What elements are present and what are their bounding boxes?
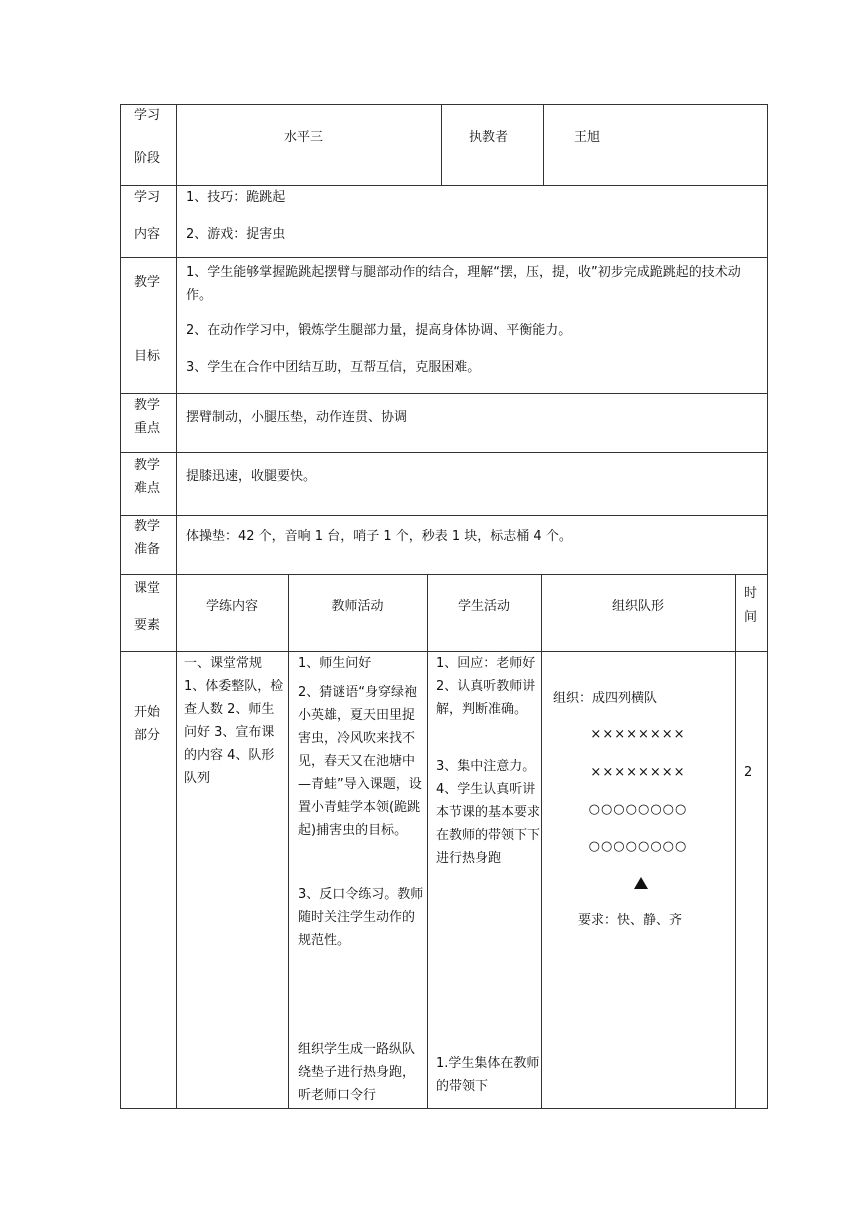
objectives-label: 目标 (134, 349, 161, 364)
section-label: 开始 (134, 705, 161, 720)
preparation-label: 准备 (134, 542, 161, 557)
row-divider (120, 393, 768, 394)
student-activity: 3、集中注意力。4、学生认真听讲本节课的基本要求在教师的带领下下进行热身跑 (436, 759, 541, 866)
teacher-label: 执教者 (469, 130, 509, 145)
formation-row: ×××××××× (590, 727, 686, 742)
stage-label: 阶段 (134, 151, 161, 166)
preparation-label: 教学 (134, 519, 161, 534)
column-divider (735, 574, 736, 1109)
formation-row: ○○○○○○○○ (588, 802, 688, 817)
key-points-label: 教学 (134, 398, 161, 413)
objective-item: 1、学生能够掌握跪跳起摆臂与腿部动作的结合，理解“摆，压，提，收”初步完成跪跳起的技术动作。 (186, 265, 741, 303)
column-header-practice: 学练内容 (205, 599, 258, 614)
difficulty-label: 难点 (134, 481, 161, 496)
formation-row: ×××××××× (590, 765, 686, 780)
column-header-student: 学生活动 (457, 599, 510, 614)
content-item: 2、游戏：捉害虫 (186, 227, 286, 242)
content-label: 学习 (134, 190, 161, 205)
formation-title: 组织：成四列横队 (553, 691, 658, 706)
key-points-label: 重点 (134, 421, 161, 436)
teacher-position-triangle-icon (634, 877, 648, 889)
column-header-element: 课堂 (134, 581, 161, 596)
row-divider (120, 257, 768, 258)
column-header-teacher: 教师活动 (331, 599, 384, 614)
difficulty-value: 提膝迅速，收腿要快。 (186, 469, 317, 484)
teacher-name: 王旭 (574, 130, 601, 145)
column-header-formation: 组织队形 (611, 599, 664, 614)
column-header-time: 时 (744, 586, 758, 601)
stage-value: 水平三 (284, 130, 324, 145)
content-label: 内容 (134, 227, 161, 242)
section-label: 部分 (134, 728, 161, 743)
stage-label: 学习 (134, 108, 161, 123)
column-divider (441, 104, 442, 185)
student-activity: 1.学生集体在教师的带领下 (436, 1056, 540, 1094)
student-activity: 1、回应：老师好 2、认真听教师讲解，判断准确。 (436, 656, 536, 717)
teacher-activity: 组织学生成一路纵队绕垫子进行热身跑，听老师口令行 (298, 1042, 416, 1103)
row-divider (120, 574, 768, 575)
row-divider (120, 452, 768, 453)
formation-row: ○○○○○○○○ (588, 839, 688, 854)
teacher-activity: 3、反口令练习。教师随时关注学生动作的规范性。 (298, 887, 424, 948)
column-divider (288, 574, 289, 1109)
column-divider (543, 104, 544, 185)
column-divider (427, 574, 428, 1109)
preparation-value: 体操垫：42 个，音响 1 台，哨子 1 个，秒表 1 块，标志桶 4 个。 (186, 529, 572, 544)
column-header-element: 要素 (134, 618, 161, 633)
teacher-activity: 1、师生问好 (298, 656, 372, 671)
row-divider (120, 185, 768, 186)
formation-requirement: 要求：快、静、齐 (578, 913, 683, 928)
column-header-time: 间 (744, 610, 758, 625)
difficulty-label: 教学 (134, 458, 161, 473)
time-value: 2 (744, 765, 753, 780)
objectives-label: 教学 (134, 275, 161, 290)
objective-item: 3、学生在合作中团结互助，互帮互信，克服困难。 (186, 360, 481, 375)
practice-content: 一、课堂常规 1、体委整队，检查人数 2、师生问好 3、宣布课的内容 4、队形队列 (184, 656, 284, 786)
row-divider (120, 515, 768, 516)
key-points-value: 摆臂制动，小腿压垫，动作连贯、协调 (186, 410, 408, 425)
content-item: 1、技巧：跪跳起 (186, 190, 286, 205)
teacher-activity: 2、猜谜语“身穿绿袍小英雄，夏天田里捉害虫，冷风吹来找不见，春天又在池塘中—青蛙”导入课题，设置小青蛙学本领(跪跳起)捕害虫的目标。 (298, 685, 422, 838)
objective-item: 2、在动作学习中，锻炼学生腿部力量，提高身体协调、平衡能力。 (186, 323, 572, 338)
